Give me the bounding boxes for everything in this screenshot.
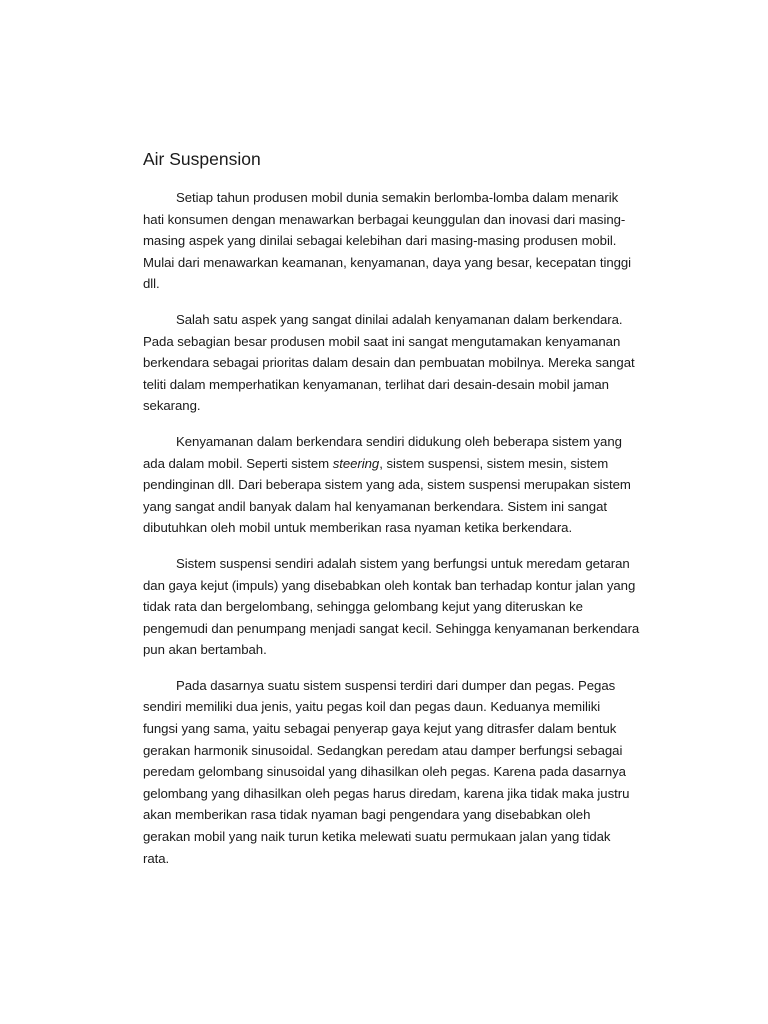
paragraph-line: hati konsumen dengan menawarkan berbagai keunggulan dan inovasi dari masing- (143, 211, 626, 227)
paragraph-line: gerakan mobil yang naik turun ketika melewati suatu permukaan jalan yang tidak (143, 829, 611, 845)
document-title: Air Suspension (143, 149, 261, 169)
paragraph-line: pendinginan dll. Dari beberapa sistem yang ada, sistem suspensi merupakan sistem (143, 477, 631, 493)
paragraph-line: akan memberikan rasa tidak nyaman bagi pengendara yang disebabkan oleh (143, 807, 591, 823)
paragraph-line: gerakan harmonik sinusoidal. Sedangkan peredam atau damper berfungsi sebagai (143, 742, 623, 758)
paragraph-4 (143, 553, 665, 661)
paragraph-1 (143, 187, 665, 295)
paragraph-line: Salah satu aspek yang sangat dinilai adalah kenyamanan dalam berkendara. (176, 311, 623, 327)
paragraph-line: Kenyamanan dalam berkendara sendiri didukung oleh beberapa sistem yang (176, 433, 622, 449)
paragraph-line: Setiap tahun produsen mobil dunia semakin berlomba-lomba dalam menarik (176, 190, 619, 205)
line-text-after: , sistem suspensi, sistem mesin, sistem (379, 455, 609, 471)
document-body (143, 187, 665, 883)
paragraph-line: dan gaya kejut (impuls) yang disebabkan oleh kontak ban terhadap kontur jalan yang (143, 577, 636, 593)
paragraph-line-with-italic (143, 453, 665, 475)
paragraph-line: gelombang yang dihasilkan oleh pegas harus diredam, karena jika tidak maka justru (143, 785, 630, 801)
paragraph-line: dll. (143, 276, 160, 292)
paragraph-line: sekarang. (143, 398, 201, 414)
paragraph-line: peredam gelombang sinusoidal yang dihasilkan oleh pegas. Karena pada dasarnya (143, 764, 626, 780)
paragraph-line: Pada dasarnya suatu sistem suspensi terdiri dari dumper dan pegas. Pegas (176, 677, 616, 693)
paragraph-line: sendiri memiliki dua jenis, yaitu pegas koil dan pegas daun. Keduanya memiliki (143, 699, 601, 715)
paragraph-line: pengemudi dan penumpang menjadi sangat kecil. Sehingga kenyamanan berkendara (143, 620, 640, 636)
line-text-before: ada dalam mobil. Seperti sistem (143, 455, 333, 471)
paragraph-3 (143, 431, 665, 539)
paragraph-5 (143, 675, 665, 869)
paragraph-line: teliti dalam memperhatikan kenyamanan, terlihat dari desain-desain mobil jaman (143, 376, 609, 392)
paragraph-line: rata. (143, 850, 170, 866)
paragraph-line: masing aspek yang dinilai sebagai kelebihan dari masing-masing produsen mobil. (143, 233, 617, 249)
paragraph-line: tidak rata dan bergelombang, sehingga gelombang kejut yang diteruskan ke (143, 599, 583, 615)
paragraph-2 (143, 309, 665, 417)
paragraph-line: Sistem suspensi sendiri adalah sistem yang berfungsi untuk meredam getaran (176, 555, 630, 571)
paragraph-line: berkendara sebagai prioritas dalam desain dan pembuatan mobilnya. Mereka sangat (143, 355, 635, 371)
italic-term: steering (332, 455, 380, 471)
paragraph-line: yang sangat andil banyak dalam hal kenyamanan berkendara. Sistem ini sangat (143, 498, 607, 514)
paragraph-line: Mulai dari menawarkan keamanan, kenyamanan, daya yang besar, kecepatan tinggi (143, 254, 632, 270)
paragraph-line: dibutuhkan oleh mobil untuk memberikan rasa nyaman ketika berkendara. (143, 520, 573, 536)
paragraph-line: fungsi yang sama, yaitu sebagai penyerap gaya kejut yang ditrasfer dalam bentuk (143, 721, 617, 737)
paragraph-line: pun akan bertambah. (143, 642, 267, 658)
paragraph-line: Pada sebagian besar produsen mobil saat ini sangat mengutamakan kenyamanan (143, 333, 621, 349)
